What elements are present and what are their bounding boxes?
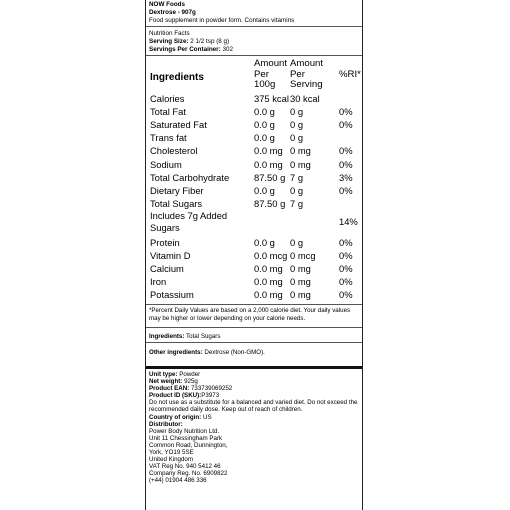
amount-per-serving: 0 mg <box>290 145 311 157</box>
amount-per-serving: 0 g <box>290 119 304 131</box>
brand-name: NOW Foods <box>149 1 186 8</box>
amount-per-100g: 0.0 mcg <box>254 250 288 261</box>
ri-percent: 0% <box>339 119 353 131</box>
amount-per-100g: 0.0 g <box>254 236 275 248</box>
divider <box>146 55 362 56</box>
amount-per-100g: 375 kcal <box>254 93 289 104</box>
other-ingredients-value: Dextrose (Non-GMO). <box>204 349 265 356</box>
nutrient-name: Dietary Fiber <box>150 184 204 196</box>
amount-per-100g: 0.0 mg <box>254 289 283 301</box>
servings-value: 302 <box>222 46 234 53</box>
amount-per-100g: 87.50 g <box>254 171 286 183</box>
distributor-line: Common Road, Dunnington, <box>149 441 228 449</box>
amount-per-serving: 0 mg <box>290 263 311 275</box>
table-row <box>0 262 510 275</box>
table-row <box>0 144 510 157</box>
divider <box>146 327 362 328</box>
nutrient-name: Cholesterol <box>150 145 198 157</box>
other-ingredients-line <box>149 349 265 357</box>
ri-percent: 0% <box>339 106 353 118</box>
ingredients-column-header: Ingredients <box>150 72 204 83</box>
footnote: *Percent Daily Values are based on a 2,000 calorie diet. Your daily values may be higher or lower depending on your calorie needs. <box>149 307 351 323</box>
per100-column-header: Amount Per 100g <box>254 58 288 90</box>
amount-per-serving: 0 mg <box>290 289 311 301</box>
nutrient-name: Calories <box>150 93 185 104</box>
table-row <box>0 288 510 301</box>
country-label: Country of origin: <box>149 413 202 421</box>
amount-per-serving: 30 kcal <box>290 93 320 104</box>
distributor-line: (+44) 01904 486 336 <box>149 477 207 485</box>
ri-percent: 0% <box>339 250 353 261</box>
amount-per-100g: 0.0 g <box>254 132 275 144</box>
table-row <box>0 210 510 236</box>
serving-size-label: Serving Size: <box>149 38 189 45</box>
nutrient-name: Vitamin D <box>150 250 191 261</box>
thick-divider <box>146 366 362 369</box>
nutrient-name: Calcium <box>150 263 184 275</box>
nutrient-name: Protein <box>150 236 180 248</box>
product-description: Food supplement in powder form. Contains vitamins <box>149 17 295 24</box>
net-weight <box>149 378 361 385</box>
ri-percent: 3% <box>339 171 353 183</box>
distributor-line: York, YO19 5SE <box>149 449 194 457</box>
facts-title: Nutrition Facts <box>149 30 190 37</box>
ri-percent: 0% <box>339 236 353 248</box>
amount-per-100g: 0.0 mg <box>254 158 283 170</box>
nutrient-name: Iron <box>150 276 167 288</box>
perserving-column-header: Amount Per Serving <box>290 58 324 90</box>
table-row <box>0 197 510 210</box>
table-row <box>0 131 510 144</box>
unit-type <box>149 371 361 378</box>
amount-per-serving: 0 g <box>290 106 304 118</box>
pid-value: P3973 <box>201 392 220 400</box>
distributor-line: VAT Reg No. 940 5412 46 <box>149 463 221 471</box>
servings-per-container <box>149 46 233 53</box>
other-ingredients-label: Other ingredients: <box>149 349 203 356</box>
amount-per-100g: 0.0 g <box>254 184 275 196</box>
table-row <box>0 184 510 197</box>
ri-column-header: %RI* <box>339 69 361 80</box>
pid-label: Product ID (SKU): <box>149 392 202 400</box>
ri-percent: 0% <box>339 263 353 275</box>
serving-size <box>149 38 229 45</box>
table-row <box>0 249 510 262</box>
ri-percent: 0% <box>339 184 353 196</box>
distributor-label: Distributor: <box>149 420 183 428</box>
country-value: US <box>202 413 212 421</box>
table-row <box>0 171 510 184</box>
amount-per-serving: 0 mcg <box>290 250 316 261</box>
amount-per-serving: 0 mg <box>290 276 311 288</box>
product-id <box>149 392 361 399</box>
ingredients-line <box>149 333 220 341</box>
net-weight-label: Net weight: <box>149 378 183 386</box>
table-row <box>0 236 510 249</box>
amount-per-100g: 87.50 g <box>254 197 286 209</box>
unit-type-label: Unit type: <box>149 371 178 378</box>
table-row <box>0 92 510 105</box>
nutrient-name: Sodium <box>150 158 182 170</box>
table-row <box>0 158 510 171</box>
ri-percent: 0% <box>339 276 353 288</box>
table-row <box>0 275 510 288</box>
ingredients-value: Total Sugars <box>186 333 221 340</box>
amount-per-serving: 0 g <box>290 184 304 196</box>
net-weight-value: 925g <box>184 378 198 386</box>
distributor-line: Company Reg. No. 6909822 <box>149 470 228 478</box>
amount-per-100g: 0.0 g <box>254 119 275 131</box>
amount-per-serving: 7 g <box>290 197 304 209</box>
distributor-line: Unit 11 Chessingham Park <box>149 434 223 442</box>
ean-label: Product EAN: <box>149 385 190 393</box>
table-row <box>0 118 510 131</box>
amount-per-100g: 0.0 g <box>254 106 275 118</box>
ean-value: 733739069252 <box>190 385 233 393</box>
amount-per-100g: 0.0 mg <box>254 276 283 288</box>
ingredients-label: Ingredients: <box>149 333 185 340</box>
ri-percent: 0% <box>339 158 353 170</box>
distributor-line: United Kingdom <box>149 456 194 464</box>
product-title: Dextrose - 907g <box>149 9 196 16</box>
ri-percent: 0% <box>339 289 353 301</box>
country-of-origin <box>149 414 361 421</box>
nutrient-name: Trans fat <box>150 132 187 144</box>
product-info <box>149 371 361 485</box>
nutrient-name: Total Carbohydrate <box>150 171 230 183</box>
nutrient-name: Total Fat <box>150 106 186 118</box>
divider <box>146 26 362 27</box>
amount-per-100g: 0.0 mg <box>254 145 283 157</box>
amount-per-serving: 0 mg <box>290 158 311 170</box>
nutrient-name: Total Sugars <box>150 197 203 209</box>
nutrient-name: Potassium <box>150 289 194 301</box>
unit-type-value: Powder <box>179 371 201 378</box>
divider <box>146 342 362 343</box>
ri-percent: 0% <box>339 145 353 157</box>
divider <box>146 304 362 305</box>
amount-per-100g: 0.0 mg <box>254 263 283 275</box>
ri-percent: 14% <box>339 215 358 227</box>
nutrient-name: Includes 7g Added Sugars <box>150 209 228 234</box>
distributor-address <box>149 428 361 485</box>
amount-per-serving: 7 g <box>290 171 304 183</box>
servings-label: Servings Per Container: <box>149 46 221 53</box>
distributor-line: Power Body Nutrition Ltd. <box>149 427 220 435</box>
warning-text: Do not use as a substitute for a balanced and varied diet. Do not exceed the recommended daily dose. Keep out of reach of children. <box>149 399 358 414</box>
table-row <box>0 105 510 118</box>
amount-per-serving: 0 g <box>290 236 304 248</box>
amount-per-serving: 0 g <box>290 132 304 144</box>
nutrient-name: Saturated Fat <box>150 119 207 131</box>
product-ean <box>149 385 361 392</box>
serving-size-value: 2 1/2 tsp (8 g) <box>190 38 230 45</box>
